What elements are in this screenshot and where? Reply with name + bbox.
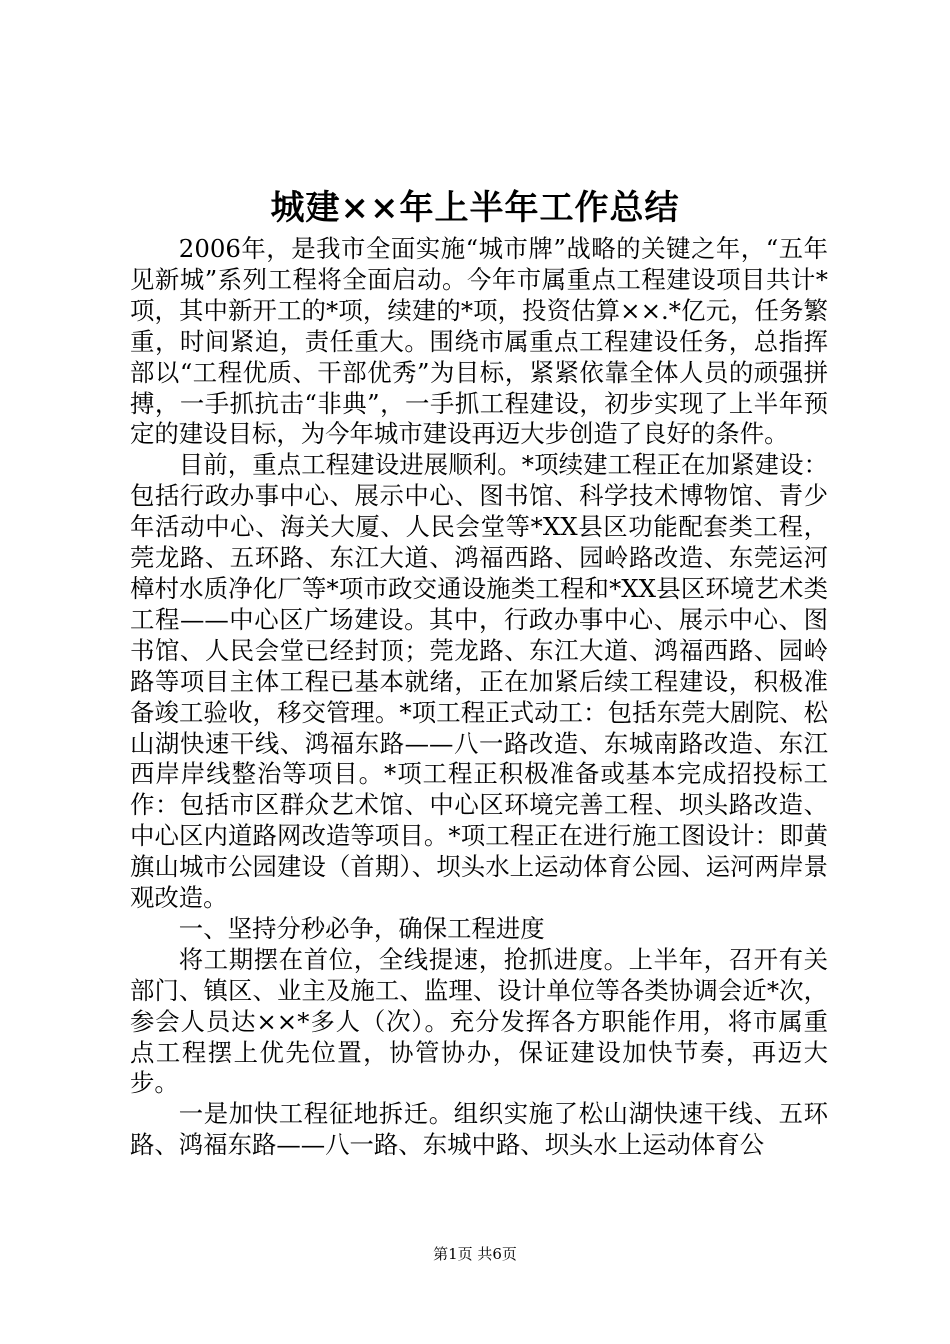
paragraph-land-acquisition: 一是加快工程征地拆迁。组织实施了松山湖快速干线、五环路、鸿福东路——八一路、东城中路、坝头水上运动体育公: [130, 1099, 828, 1160]
paragraph-intro: 2006年，是我市全面实施“城市牌”战略的关键之年，“五年见新城”系列工程将全面启动。今年市属重点工程建设项目共计*项，其中新开工的*项，续建的*项，投资估算××.*亿元，任务繁重，时间紧迫，责任重大。围绕市属重点工程建设任务，总指挥部以“工程优质、干部优秀”为目标，紧紧依靠全体人员的顽强拼搏，一手抓抗击“非典”，一手抓工程建设，初步实现了上半年预定的建设目标，为今年城市建设再迈大步创造了良好的条件。: [130, 234, 828, 449]
paragraph-schedule: 将工期摆在首位，全线提速，抢抓进度。上半年，召开有关部门、镇区、业主及施工、监理、设计单位等各类协调会近*次，参会人员达××*多人（次）。充分发挥各方职能作用，将市属重点工程摆上优先位置，协管协办，保证建设加快节奏，再迈大步。: [130, 944, 828, 1098]
paragraph-progress: 目前，重点工程建设进展顺利。*项续建工程正在加紧建设：包括行政办事中心、展示中心、图书馆、科学技术博物馆、青少年活动中心、海关大厦、人民会堂等*XX县区功能配套类工程，莞龙路、五环路、东江大道、鸿福西路、园岭路改造、东莞运河樟村水质净化厂等*项市政交通设施类工程和*XX县区环境艺术类工程——中心区广场建设。其中，行政办事中心、展示中心、图书馆、人民会堂已经封顶；莞龙路、东江大道、鸿福西路、园岭路等项目主体工程已基本就绪，正在加紧后续工程建设，积极准备竣工验收，移交管理。*项工程正式动工：包括东莞大剧院、松山湖快速干线、鸿福东路——八一路改造、东城南路改造、东江西岸岸线整治等项目。*项工程正积极准备或基本完成招投标工作：包括市区群众艺术馆、中心区环境完善工程、坝头路改造、中心区内道路网改造等项目。*项工程正在进行施工图设计：即黄旗山城市公园建设（首期）、坝头水上运动体育公园、运河两岸景观改造。: [130, 450, 828, 913]
document-body: [130, 234, 828, 1161]
page-footer: 第1页 共6页: [433, 1245, 517, 1263]
section-heading: 一、坚持分秒必争，确保工程进度: [178, 913, 545, 943]
document-title: 城建××年上半年工作总结: [270, 188, 680, 228]
